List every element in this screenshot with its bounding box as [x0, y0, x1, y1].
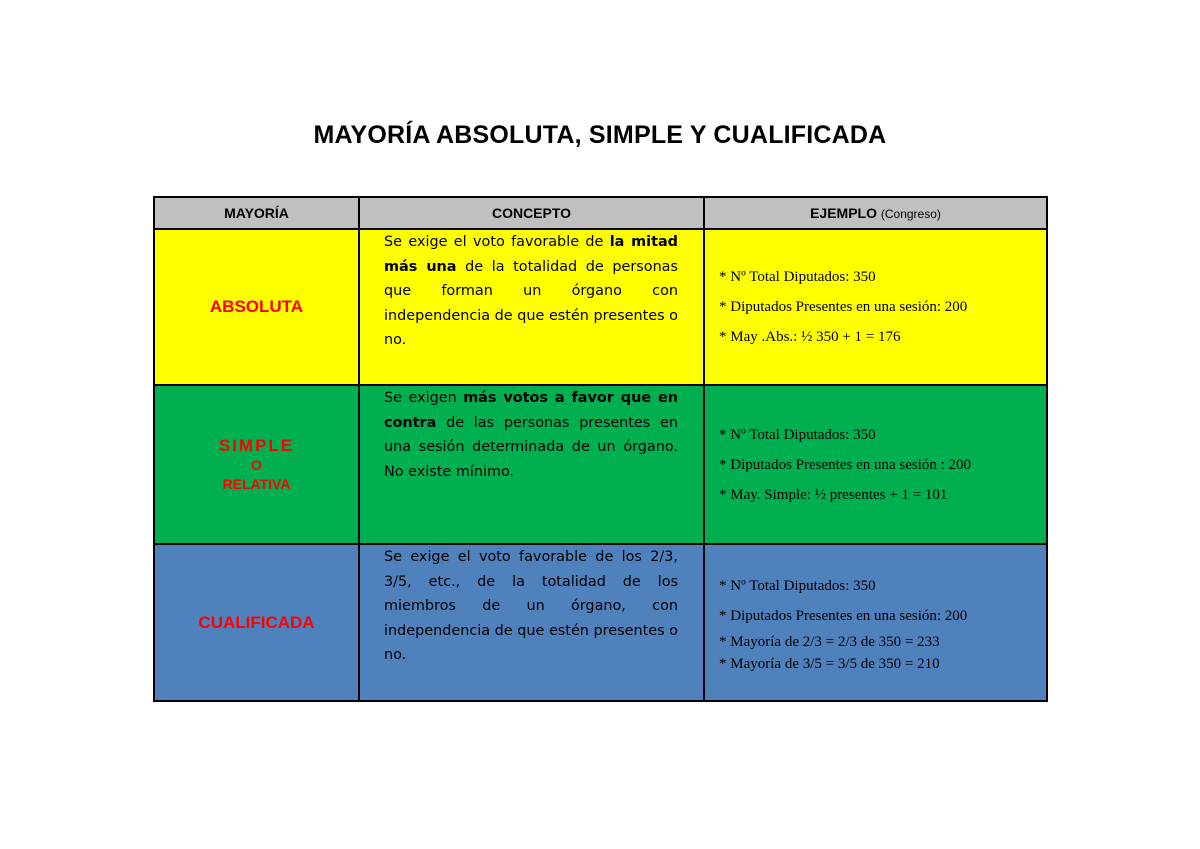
- example-line: * May. Simple: ½ presentes + 1 = 101: [719, 486, 948, 503]
- header-ejemplo-label: EJEMPLO: [810, 205, 877, 221]
- example-line: * Nº Total Diputados: 350: [719, 269, 876, 285]
- example-line: * Mayoría de 3/5 = 3/5 de 350 = 210: [719, 655, 940, 672]
- concept-text-cualificada: Se exige el voto favorable de los 2/3, 3/5, etc., de la totalidad de los miembros de un órgano, con independencia de que estén presentes o no.: [384, 549, 678, 663]
- example-line: * Mayoría de 2/3 = 2/3 de 350 = 233: [719, 633, 940, 650]
- example-line: * Diputados Presentes en una sesión: 200: [719, 607, 968, 624]
- majority-cell-cualificada: [154, 544, 359, 701]
- example-line: * May .Abs.: ½ 350 + 1 = 176: [719, 329, 901, 345]
- example-line: * Nº Total Diputados: 350: [719, 426, 876, 443]
- concept-text-simple: Se exigen más votos a favor que en contra de las personas presentes en una sesión determinada de un órgano. No existe mínimo.: [384, 390, 678, 480]
- header-ejemplo: [704, 197, 1047, 229]
- concept-emphasis-absoluta: la mitad más una: [384, 234, 678, 275]
- concept-cell-cualificada: [359, 544, 704, 701]
- page-title: MAYORÍA ABSOLUTA, SIMPLE Y CUALIFICADA: [313, 121, 887, 149]
- example-cell-cualificada: [704, 544, 1047, 701]
- concept-cell-simple: [359, 385, 704, 544]
- majority-label-cualificada: CUALIFICADA: [198, 612, 315, 632]
- majority-label-absoluta: ABSOLUTA: [209, 297, 304, 316]
- majority-cell-absoluta: [154, 229, 359, 385]
- table-row-absoluta: [154, 229, 1047, 385]
- table-header-row: [154, 197, 1047, 229]
- majority-cell-simple: [154, 385, 359, 544]
- table-row-cualificada: [154, 544, 1047, 701]
- table-row-simple: [154, 385, 1047, 544]
- example-line: * Diputados Presentes en una sesión: 200: [719, 299, 968, 315]
- majority-label-relativa: RELATIVA: [222, 475, 291, 492]
- example-cell-absoluta: [704, 229, 1047, 385]
- concept-text-absoluta: Se exige el voto favorable de la mitad más una de la totalidad de personas que forman un órgano con independencia de que estén presentes o no.: [384, 234, 679, 348]
- majority-table: [153, 196, 1048, 702]
- example-line: * Nº Total Diputados: 350: [719, 577, 876, 594]
- example-line: * Diputados Presentes en una sesión : 200: [719, 456, 972, 473]
- header-concepto: CONCEPTO: [359, 197, 704, 229]
- majority-label-o: O: [251, 456, 262, 473]
- majority-label-simple: SIMPLE: [218, 435, 295, 455]
- example-cell-simple: [704, 385, 1047, 544]
- header-mayoria: MAYORÍA: [154, 197, 359, 229]
- header-ejemplo-sub: (Congreso): [880, 207, 941, 221]
- concept-emphasis-simple: más votos a favor que en contra: [384, 390, 678, 431]
- concept-cell-absoluta: [359, 229, 704, 385]
